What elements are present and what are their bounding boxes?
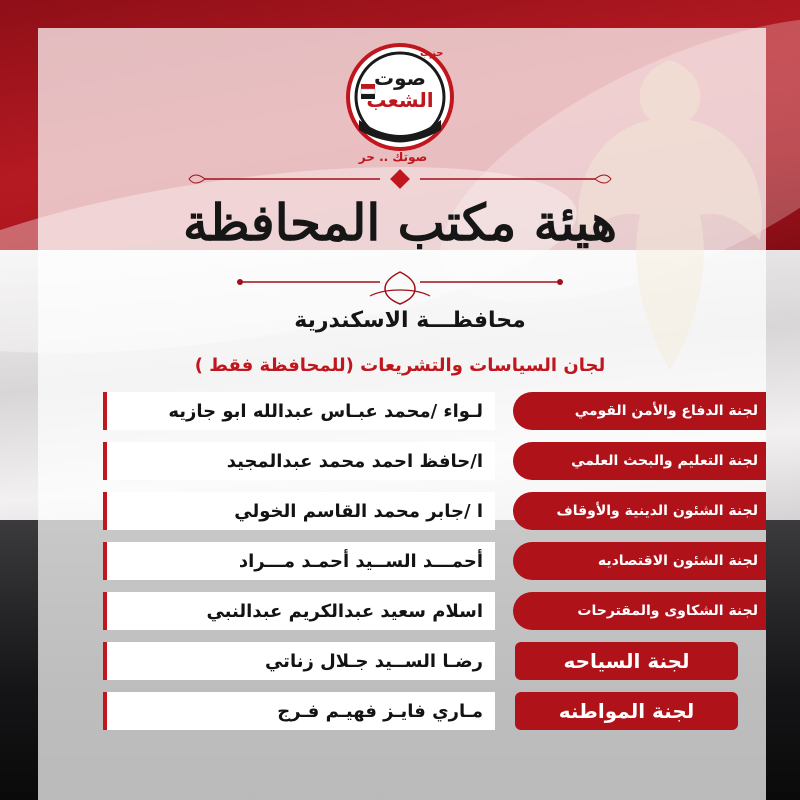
- table-row: [103, 392, 766, 430]
- bottom-ornament-icon: [230, 268, 570, 310]
- committee-label: لجنة السياحه: [515, 642, 738, 680]
- table-row: [103, 592, 766, 630]
- member-name: اسلام سعيد عبدالكريم عبدالنبي: [103, 592, 495, 630]
- committee-label: لجنة الشئون الدينية والأوقاف: [513, 492, 766, 530]
- top-ornament-icon: [185, 168, 615, 190]
- committee-label: لجنة الشكاوى والمقترحات: [513, 592, 766, 630]
- party-prefix: حزب: [420, 48, 444, 59]
- member-name: مـاري فايـز فهيـم فـرج: [103, 692, 495, 730]
- committee-label: لجنة المواطنه: [515, 692, 738, 730]
- table-row: [103, 492, 766, 530]
- table-row: [103, 642, 766, 680]
- table-row: [103, 542, 766, 580]
- committee-label: لجنة التعليم والبحث العلمي: [513, 442, 766, 480]
- page-title: هيئة مكتب المحافظة: [182, 193, 617, 252]
- governorate-label: محافظـــة الاسكندرية: [294, 308, 526, 333]
- member-name: رضـا الســيد جـلال زناتي: [103, 642, 495, 680]
- table-row: [103, 692, 766, 730]
- party-slogan: صوتك .. حر: [358, 150, 428, 164]
- committee-label: لجنة الشئون الاقتصاديه: [513, 542, 766, 580]
- committee-label: لجنة الدفاع والأمن القومي: [513, 392, 766, 430]
- member-name: لـواء /محمد عبـاس عبدالله ابو جازيه: [103, 392, 495, 430]
- member-name: ا /جابر محمد القاسم الخولي: [103, 492, 495, 530]
- party-name-2: الشعب: [366, 88, 434, 112]
- table-row: [103, 442, 766, 480]
- party-name-1: صوت: [374, 66, 426, 90]
- member-name: ا/حافظ احمد محمد عبدالمجيد: [103, 442, 495, 480]
- committees-subtitle: لجان السياسات والتشريعات (للمحافظة فقط ): [194, 355, 606, 376]
- member-name: أحمـــد الســيد أحمـد مـــراد: [103, 542, 495, 580]
